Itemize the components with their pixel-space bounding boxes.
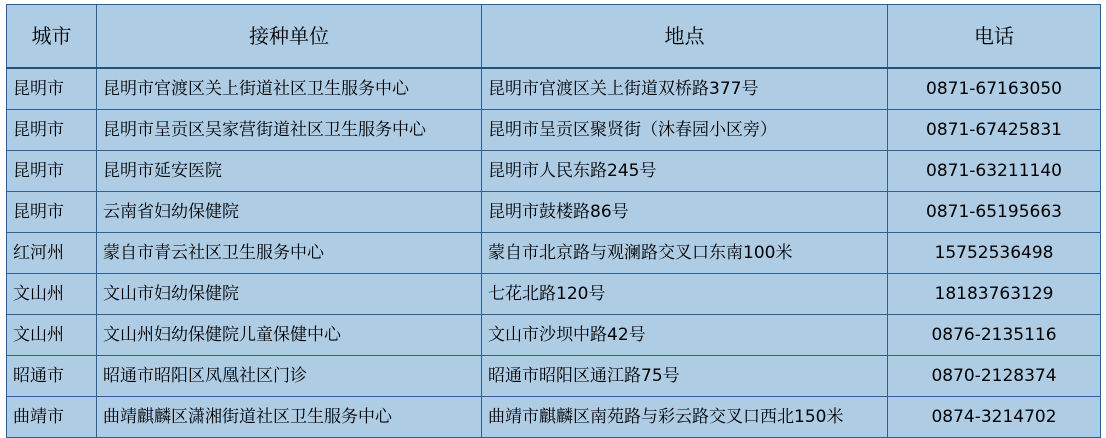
column-header-phone: 电话 — [888, 5, 1101, 69]
cell-phone: 0871-65195663 — [888, 192, 1101, 233]
cell-city: 文山州 — [7, 274, 97, 315]
cell-phone: 0870-2128374 — [888, 356, 1101, 397]
cell-city: 红河州 — [7, 233, 97, 274]
cell-unit: 昆明市官渡区关上街道社区卫生服务中心 — [97, 68, 482, 110]
table-row — [7, 192, 1101, 233]
table-row — [7, 151, 1101, 192]
cell-place: 蒙自市北京路与观澜路交叉口东南100米 — [482, 233, 888, 274]
cell-place: 七花北路120号 — [482, 274, 888, 315]
cell-city: 昆明市 — [7, 151, 97, 192]
table-row — [7, 233, 1101, 274]
vaccination-sites-table — [6, 4, 1101, 438]
cell-unit: 昭通市昭阳区凤凰社区门诊 — [97, 356, 482, 397]
cell-unit: 曲靖麒麟区潇湘街道社区卫生服务中心 — [97, 397, 482, 438]
table-row — [7, 274, 1101, 315]
cell-unit: 文山市妇幼保健院 — [97, 274, 482, 315]
column-header-city: 城市 — [7, 5, 97, 69]
table-row — [7, 110, 1101, 151]
cell-city: 曲靖市 — [7, 397, 97, 438]
cell-phone: 0871-63211140 — [888, 151, 1101, 192]
cell-city: 昆明市 — [7, 110, 97, 151]
cell-place: 曲靖市麒麟区南苑路与彩云路交叉口西北150米 — [482, 397, 888, 438]
cell-place: 文山市沙坝中路42号 — [482, 315, 888, 356]
cell-place: 昭通市昭阳区通江路75号 — [482, 356, 888, 397]
cell-unit: 云南省妇幼保健院 — [97, 192, 482, 233]
cell-unit: 昆明市呈贡区吴家营街道社区卫生服务中心 — [97, 110, 482, 151]
cell-city: 文山州 — [7, 315, 97, 356]
column-header-unit: 接种单位 — [97, 5, 482, 69]
cell-phone: 15752536498 — [888, 233, 1101, 274]
cell-place: 昆明市人民东路245号 — [482, 151, 888, 192]
cell-phone: 0874-3214702 — [888, 397, 1101, 438]
cell-phone: 18183763129 — [888, 274, 1101, 315]
cell-unit: 蒙自市青云社区卫生服务中心 — [97, 233, 482, 274]
cell-place: 昆明市鼓楼路86号 — [482, 192, 888, 233]
cell-phone: 0871-67163050 — [888, 68, 1101, 110]
cell-place: 昆明市官渡区关上街道双桥路377号 — [482, 68, 888, 110]
table-body — [7, 68, 1101, 438]
table-row — [7, 315, 1101, 356]
table-row — [7, 68, 1101, 110]
table-header-row — [7, 5, 1101, 69]
cell-city: 昆明市 — [7, 192, 97, 233]
table-row — [7, 356, 1101, 397]
cell-unit: 文山州妇幼保健院儿童保健中心 — [97, 315, 482, 356]
cell-unit: 昆明市延安医院 — [97, 151, 482, 192]
cell-city: 昆明市 — [7, 68, 97, 110]
cell-phone: 0876-2135116 — [888, 315, 1101, 356]
table-row — [7, 397, 1101, 438]
column-header-place: 地点 — [482, 5, 888, 69]
cell-phone: 0871-67425831 — [888, 110, 1101, 151]
cell-place: 昆明市呈贡区聚贤街（沐春园小区旁） — [482, 110, 888, 151]
table-header — [7, 5, 1101, 69]
cell-city: 昭通市 — [7, 356, 97, 397]
